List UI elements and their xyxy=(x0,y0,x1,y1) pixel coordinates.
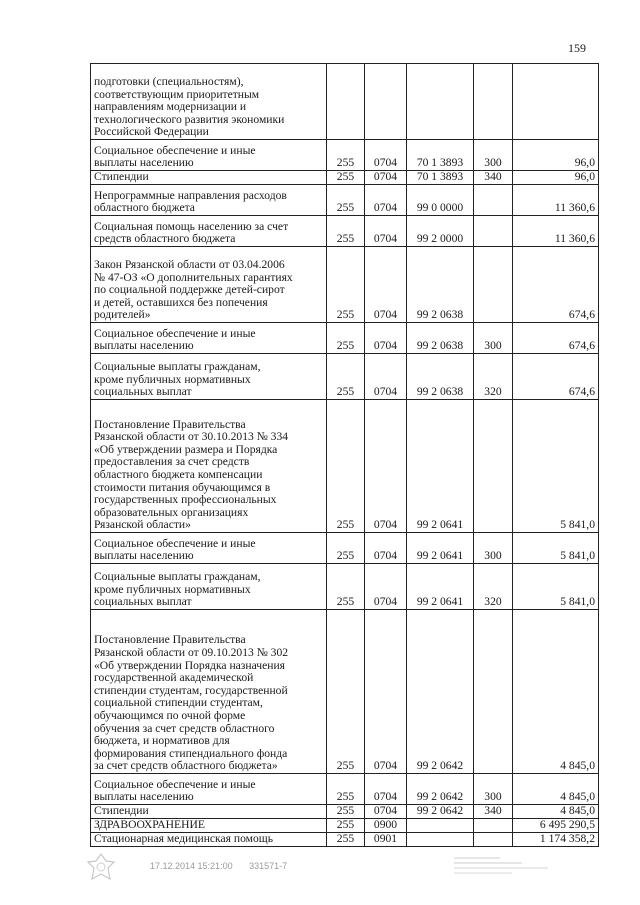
table-row xyxy=(91,805,599,819)
cell-razdel: 0704 xyxy=(365,564,407,610)
cell-csr: 99 2 0638 xyxy=(407,247,474,323)
cell-amount: 674,6 xyxy=(513,323,599,354)
cell-name: Стипендии xyxy=(91,171,327,185)
cell-razdel: 0900 xyxy=(365,819,407,833)
cell-vr xyxy=(474,400,513,533)
cell-vr xyxy=(474,819,513,833)
table-row xyxy=(91,833,599,847)
cell-csr: 99 2 0638 xyxy=(407,354,474,400)
cell-csr: 70 1 3893 xyxy=(407,171,474,185)
cell-amount: 674,6 xyxy=(513,247,599,323)
cell-razdel: 0704 xyxy=(365,610,407,774)
cell-ved: 255 xyxy=(327,819,365,833)
cell-razdel xyxy=(365,64,407,140)
cell-name: Стационарная медицинская помощь xyxy=(91,833,327,847)
cell-ved: 255 xyxy=(327,323,365,354)
cell-csr: 99 2 0641 xyxy=(407,533,474,564)
cell-ved: 255 xyxy=(327,247,365,323)
cell-razdel: 0704 xyxy=(365,774,407,805)
cell-ved: 255 xyxy=(327,833,365,847)
cell-vr: 300 xyxy=(474,323,513,354)
cell-name: Постановление Правительства Рязанской области от 30.10.2013 № 334 «Об утверждении размера и Порядка предоставления за счет средств областного бюджета компенсации стоимости питания обучающимся в государственных профессиональных образовательных организациях Рязанской области» xyxy=(91,400,327,533)
table-row xyxy=(91,185,599,216)
table-row xyxy=(91,564,599,610)
cell-vr xyxy=(474,610,513,774)
table-row xyxy=(91,247,599,323)
cell-razdel: 0704 xyxy=(365,354,407,400)
cell-ved: 255 xyxy=(327,171,365,185)
cell-razdel: 0704 xyxy=(365,805,407,819)
cell-amount: 4 845,0 xyxy=(513,774,599,805)
cell-ved: 255 xyxy=(327,185,365,216)
cell-ved: 255 xyxy=(327,533,365,564)
cell-name: Социальное обеспечение и иные выплаты населению xyxy=(91,140,327,171)
cell-amount xyxy=(513,64,599,140)
cell-razdel: 0704 xyxy=(365,247,407,323)
cell-amount: 5 841,0 xyxy=(513,400,599,533)
cell-vr: 300 xyxy=(474,533,513,564)
cell-vr xyxy=(474,216,513,247)
cell-amount: 11 360,6 xyxy=(513,216,599,247)
cell-amount: 5 841,0 xyxy=(513,533,599,564)
cell-vr xyxy=(474,247,513,323)
cell-name: подготовки (специальностям), соответствующим приоритетным направлениям модернизации и технологического развития экономики Российской Федерации xyxy=(91,64,327,140)
cell-amount: 96,0 xyxy=(513,171,599,185)
cell-name: Социальное обеспечение и иные выплаты населению xyxy=(91,533,327,564)
cell-name: Социальные выплаты гражданам, кроме публичных нормативных социальных выплат xyxy=(91,564,327,610)
table-row xyxy=(91,323,599,354)
cell-razdel: 0901 xyxy=(365,833,407,847)
document-footer xyxy=(150,861,301,871)
cell-ved xyxy=(327,64,365,140)
cell-name: ЗДРАВООХРАНЕНИЕ xyxy=(91,819,327,833)
cell-vr: 320 xyxy=(474,354,513,400)
cell-csr: 99 2 0000 xyxy=(407,216,474,247)
cell-razdel: 0704 xyxy=(365,400,407,533)
cell-amount: 5 841,0 xyxy=(513,564,599,610)
cell-csr: 99 2 0642 xyxy=(407,610,474,774)
cell-vr: 320 xyxy=(474,564,513,610)
cell-name: Социальные выплаты гражданам, кроме публичных нормативных социальных выплат xyxy=(91,354,327,400)
table-row xyxy=(91,400,599,533)
cell-ved: 255 xyxy=(327,400,365,533)
cell-csr: 99 2 0642 xyxy=(407,774,474,805)
page-number: 159 xyxy=(568,41,586,55)
cell-ved: 255 xyxy=(327,564,365,610)
cell-razdel: 0704 xyxy=(365,171,407,185)
table-row xyxy=(91,216,599,247)
cell-csr: 99 0 0000 xyxy=(407,185,474,216)
cell-csr: 70 1 3893 xyxy=(407,140,474,171)
cell-csr xyxy=(407,833,474,847)
cell-amount: 11 360,6 xyxy=(513,185,599,216)
cell-csr: 99 2 0641 xyxy=(407,564,474,610)
cell-ved: 255 xyxy=(327,610,365,774)
budget-table xyxy=(90,63,599,847)
cell-razdel: 0704 xyxy=(365,533,407,564)
cell-name: Закон Рязанской области от 03.04.2006 № 47-ОЗ «О дополнительных гарантиях по социальной поддержке детей-сирот и детей, оставшихся без попечения родителей» xyxy=(91,247,327,323)
table-row xyxy=(91,64,599,140)
watermark-icon xyxy=(452,853,552,879)
cell-amount: 1 174 358,2 xyxy=(513,833,599,847)
footer-date: 17.12.2014 15:21:00 xyxy=(150,861,233,871)
cell-name: Стипендии xyxy=(91,805,327,819)
cell-amount: 96,0 xyxy=(513,140,599,171)
cell-razdel: 0704 xyxy=(365,140,407,171)
cell-razdel: 0704 xyxy=(365,185,407,216)
cell-ved: 255 xyxy=(327,216,365,247)
stamp-icon xyxy=(86,852,116,882)
cell-name: Социальное обеспечение и иные выплаты населению xyxy=(91,323,327,354)
cell-vr: 340 xyxy=(474,171,513,185)
cell-vr xyxy=(474,833,513,847)
table-row xyxy=(91,171,599,185)
cell-name: Социальная помощь населению за счет средств областного бюджета xyxy=(91,216,327,247)
cell-ved: 255 xyxy=(327,805,365,819)
table-body xyxy=(91,64,599,847)
cell-amount: 6 495 290,5 xyxy=(513,819,599,833)
cell-name: Социальное обеспечение и иные выплаты населению xyxy=(91,774,327,805)
table-row xyxy=(91,354,599,400)
footer-code: 331571-7 xyxy=(249,861,288,871)
table-row xyxy=(91,610,599,774)
cell-amount: 674,6 xyxy=(513,354,599,400)
cell-ved: 255 xyxy=(327,774,365,805)
cell-vr: 340 xyxy=(474,805,513,819)
cell-razdel: 0704 xyxy=(365,216,407,247)
cell-csr xyxy=(407,819,474,833)
table-row xyxy=(91,140,599,171)
cell-vr xyxy=(474,185,513,216)
cell-ved: 255 xyxy=(327,354,365,400)
cell-name: Непрограммные направления расходов областного бюджета xyxy=(91,185,327,216)
cell-amount: 4 845,0 xyxy=(513,610,599,774)
cell-csr: 99 2 0642 xyxy=(407,805,474,819)
cell-vr: 300 xyxy=(474,140,513,171)
table-row xyxy=(91,533,599,564)
cell-vr xyxy=(474,64,513,140)
cell-razdel: 0704 xyxy=(365,323,407,354)
cell-csr xyxy=(407,64,474,140)
cell-amount: 4 845,0 xyxy=(513,805,599,819)
cell-ved: 255 xyxy=(327,140,365,171)
cell-csr: 99 2 0641 xyxy=(407,400,474,533)
table-row xyxy=(91,819,599,833)
cell-name: Постановление Правительства Рязанской области от 09.10.2013 № 302 «Об утверждении Порядка назначения государственной академической стипендии студентам, государственной социальной стипендии студентам, обучающимся по очной форме обучения за счет средств областного бюджета, и нормативов для формирования стипендиального фонда за счет средств областного бюджета» xyxy=(91,610,327,774)
table-row xyxy=(91,774,599,805)
cell-vr: 300 xyxy=(474,774,513,805)
cell-csr: 99 2 0638 xyxy=(407,323,474,354)
